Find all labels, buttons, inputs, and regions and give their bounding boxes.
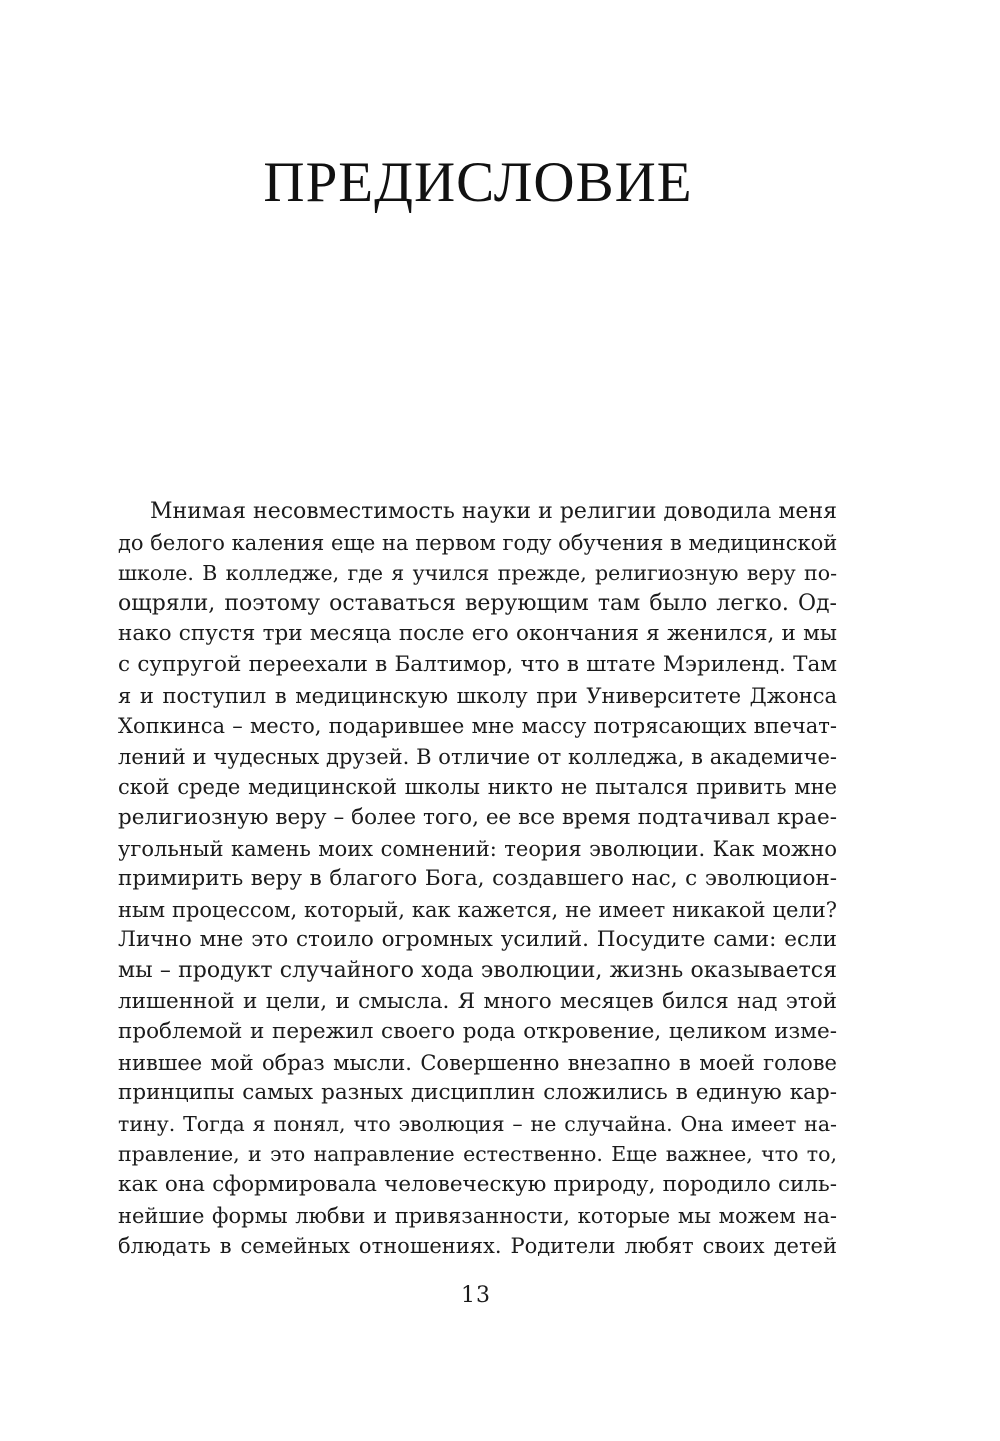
text-line: примирить веру в благого Бога, создавшего нас, с эволюцион- (118, 866, 837, 892)
text-line: нейшие формы любви и привязанности, которые мы можем на- (118, 1203, 837, 1228)
text-line: лений и чудесных друзей. В отличие от колледжа, в академиче- (118, 744, 837, 769)
text-line: ской среде медицинской школы никто не пытался привить мне (118, 775, 837, 800)
text-line: тину. Тогда я понял, что эволюция – не случайна. Она имеет на- (118, 1111, 837, 1136)
text-line: мы – продукт случайного хода эволюции, жизнь оказывается (118, 957, 837, 983)
text-line: школе. В колледже, где я учился прежде, религиозную веру по- (118, 561, 837, 586)
text-line: как она сформировала человеческую природу, породило силь- (118, 1172, 837, 1198)
text-line: Лично мне это стоило огромных усилий. Посудите сами: если (118, 927, 837, 953)
text-line: блюдать в семейных отношениях. Родители любят своих детей (118, 1234, 837, 1259)
text-line: нако спустя три месяца после его окончания я женился, и мы (118, 621, 837, 647)
text-line: нившее мой образ мысли. Совершенно внезапно в моей голове (118, 1050, 837, 1075)
text-line: религиозную веру – более того, ее все время подтачивал крае- (118, 804, 837, 830)
text-line: проблемой и пережил своего рода откровение, целиком изме- (118, 1019, 837, 1045)
text-line: Хопкинса – место, подарившее мне массу потрясающих впечат- (118, 714, 837, 739)
text-line: лишенной и цели, и смысла. Я много месяцев бился над этой (118, 988, 837, 1014)
text-line: я и поступил в медицинскую школу при Университете Джонса (118, 683, 837, 708)
text-line: Мнимая несовместимость науки и религии доводила меня (150, 499, 837, 524)
page-number: 13 (461, 1283, 491, 1308)
text-line: правление, и это направление естественно. Еще важнее, что то, (118, 1142, 837, 1167)
text-line: ощряли, поэтому оставаться верующим там было легко. Од- (118, 590, 837, 616)
body-paragraph (118, 497, 837, 1262)
text-line: до белого каления еще на первом году обучения в медицинской (118, 530, 838, 555)
chapter-title: ПРЕДИСЛОВИЕ (263, 151, 693, 214)
text-line: угольный камень моих сомнений: теория эволюции. Как можно (118, 836, 837, 861)
text-line: с супругой переехали в Балтимор, что в штате Мэриленд. Там (118, 651, 837, 677)
text-line: ным процессом, который, как кажется, не имеет никакой цели? (118, 897, 837, 922)
text-line: принципы самых разных дисциплин сложились в единую кар- (118, 1080, 837, 1106)
